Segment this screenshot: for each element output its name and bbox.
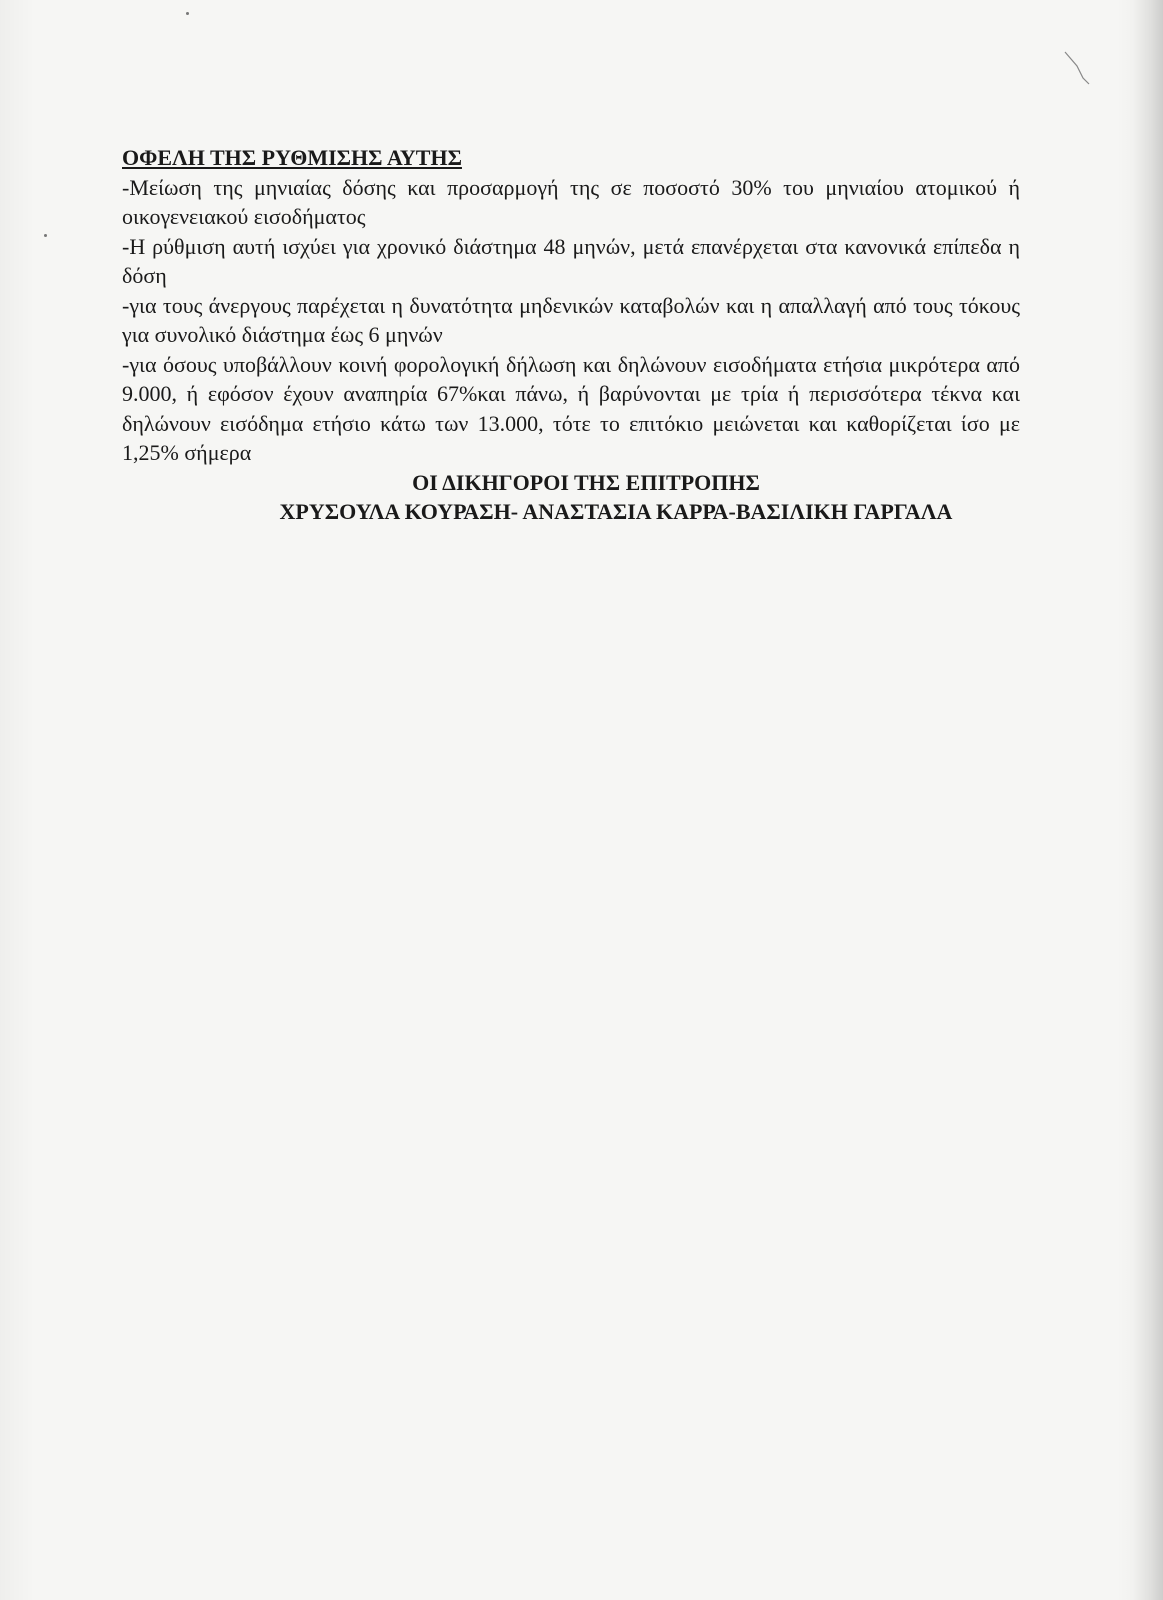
scan-speck (44, 234, 47, 237)
paragraph-unemployed: -για τους άνεργους παρέχεται η δυνατότητα μηδενικών καταβολών και η απαλλαγή από τους τόκους για συνολικό διάστημα έως 6 μηνών (122, 292, 1020, 347)
paragraph-48-months: -Η ρύθμιση αυτή ισχύει για χρονικό διάστημα 48 μηνών, μετά επανέρχεται στα κανονικά επίπεδα η δόση (122, 233, 1020, 288)
scan-speck (186, 12, 189, 15)
signature-names: ΧΡΥΣΟΥΛΑ ΚΟΥΡΑΣΗ- ΑΝΑΣΤΑΣΙΑ ΚΑΡΡΑ-ΒΑΣΙΛΙΚΗ ΓΑΡΓΑΛΑ (279, 499, 953, 524)
document-heading: ΟΦΕΛΗ ΤΗΣ ΡΥΘΜΙΣΗΣ ΑΥΤΗΣ (122, 145, 462, 170)
paragraph-interest-rate: -για όσους υποβάλλουν κοινή φορολογική δήλωση και δηλώνουν εισοδήματα ετήσια μικρότερα από 9.000, ή εφόσον έχουν αναπηρία 67%και πάνω, ή βαρύνονται με τρία ή περισσότερα τέκνα και δηλώνουν εισόδημα ετήσιο κάτω των 13.000, τότε το επιτόκιο μειώνεται και καθορίζεται ίσο με 1,25% σήμερα (122, 351, 1020, 465)
scan-mark (1063, 48, 1093, 88)
paragraph-monthly-reduction: -Μείωση της μηνιαίας δόσης και προσαρμογή της σε ποσοστό 30% του μηνιαίου ατομικού ή οικογενειακού εισοδήματος (122, 174, 1020, 229)
signature-title: ΟΙ ΔΙΚΗΓΟΡΟΙ ΤΗΣ ΕΠΙΤΡΟΠΗΣ (412, 469, 760, 495)
page-edge-shadow (1133, 0, 1163, 1600)
document-body (122, 143, 1020, 527)
